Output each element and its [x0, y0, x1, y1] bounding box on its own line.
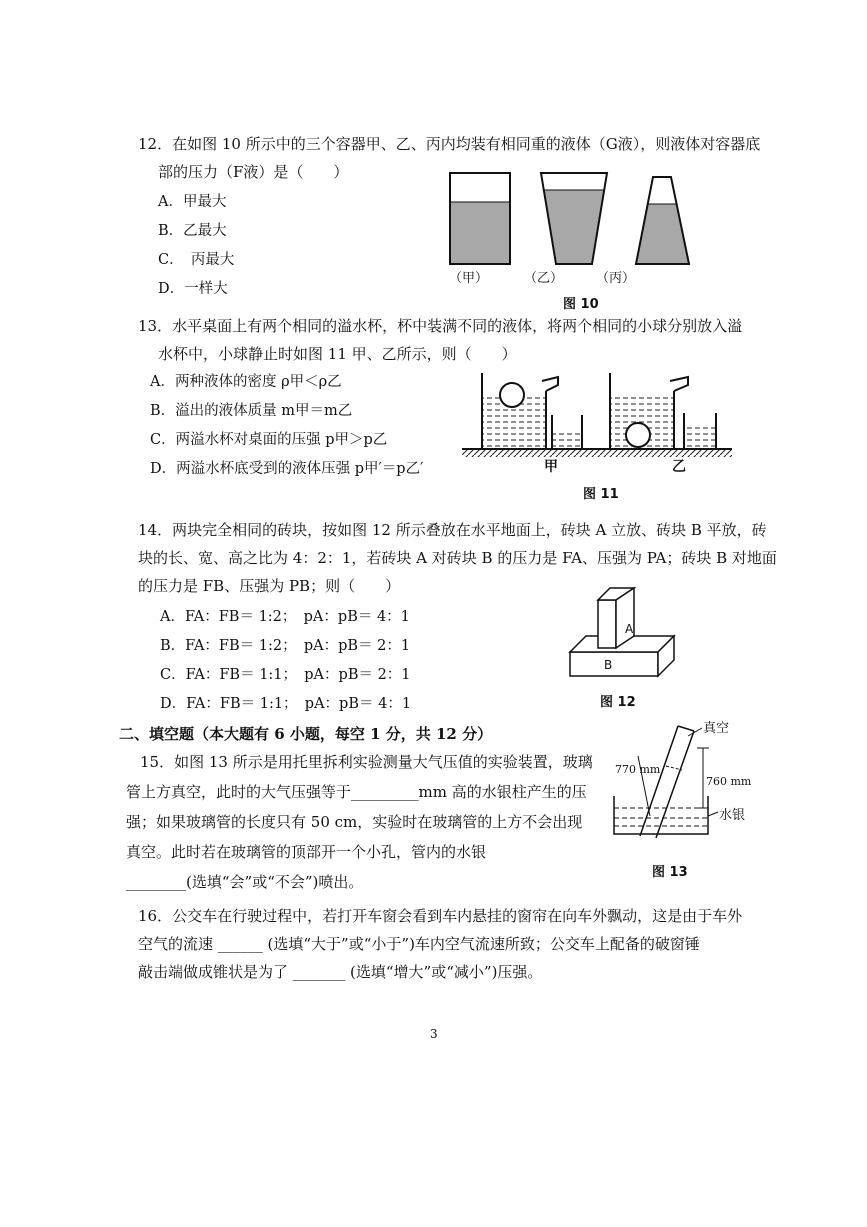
q12-option-d: D．一样大: [158, 281, 228, 297]
section-2-heading: 二、填空题（本大题有 6 小题，每空 1 分，共 12 分）: [119, 725, 493, 743]
figure-11-caption: 图 11: [583, 487, 619, 502]
q13-stem-line2: 水杯中，小球静止时如图 11 甲、乙所示，则（ ）: [158, 345, 517, 363]
q14-stem-line2: 块的长、宽、高之比为 4：2：1，若砖块 A 对砖块 B 的压力是 FA、压强为 PA；砖块 B 对地面: [138, 549, 777, 567]
q12-stem-line2: 部的压力（F液）是（ ）: [158, 163, 349, 181]
q13-option-d: D．两溢水杯底受到的液体压强 p甲′＝p乙′: [150, 461, 424, 477]
figure-12-bricks: [560, 578, 685, 683]
fig10-label-bing: （丙）: [596, 271, 636, 286]
q16-stem-line2: 空气的流速 ______ (选填“大于”或“小于”)车内空气流速所致；公交车上配备的破窗锤: [138, 935, 700, 953]
q14-option-c: C．FA：FB＝ 1:1； pA：pB＝ 2：1: [160, 667, 411, 683]
q12-option-a: A．甲最大: [158, 194, 227, 210]
figure-11-overflow-cups: [462, 365, 732, 465]
q15-stem-line5: ________(选填“会”或“不会”)喷出。: [126, 873, 364, 891]
q15-stem-line4: 真空。此时若在玻璃管的顶部开一个小孔，管内的水银: [126, 843, 487, 861]
q15-stem-line1: 15．如图 13 所示是用托里拆利实验测量大气压值的实验装置，玻璃: [140, 753, 593, 771]
q16-stem-line3: 敲击端做成锥状是为了 _______ (选填“增大”或“减小”)压强。: [138, 963, 543, 981]
figure-10-containers: [440, 168, 710, 273]
q16-stem-line1: 16．公交车在行驶过程中，若打开车窗会看到车内悬挂的窗帘在向车外飘动，这是由于车外: [138, 907, 743, 925]
q14-stem-line1: 14．两块完全相同的砖块，按如图 12 所示叠放在水平地面上，砖块 A 立放、砖块 B 平放，砖: [138, 521, 767, 539]
q14-option-b: B．FA：FB＝ 1:2； pA：pB＝ 2：1: [160, 638, 411, 654]
fig11-label-yi: 乙: [672, 459, 686, 475]
q14-stem-line3: 的压力是 FB、压强为 PB；则（ ）: [138, 577, 401, 595]
q14-option-d: D．FA：FB＝ 1:1； pA：pB＝ 4：1: [160, 696, 412, 712]
q14-option-a: A．FA：FB＝ 1:2； pA：pB＝ 4：1: [160, 609, 410, 625]
fig13-label-770mm: 770 mm: [615, 763, 661, 776]
q12-stem-line1: 12．在如图 10 所示中的三个容器甲、乙、丙内均装有相同重的液体（G液），则液体对容器底: [138, 135, 761, 153]
fig12-label-b: B: [604, 658, 613, 672]
q12-option-b: B．乙最大: [158, 223, 227, 239]
figure-13-caption: 图 13: [652, 865, 688, 880]
page-number: 3: [430, 1027, 438, 1041]
q15-stem-line2: 管上方真空，此时的大气压强等于_________mm 高的水银柱产生的压: [126, 783, 587, 801]
q13-stem-line1: 13．水平桌面上有两个相同的溢水杯，杯中装满不同的液体，将两个相同的小球分别放入溢: [138, 317, 743, 335]
fig12-label-a: A: [625, 622, 634, 636]
figure-12-caption: 图 12: [600, 695, 636, 710]
fig10-label-jia: （甲）: [449, 271, 489, 286]
fig11-label-jia: 甲: [544, 459, 558, 475]
fig13-label-760mm: 760 mm: [706, 775, 752, 788]
q12-option-c: C． 丙最大: [158, 252, 235, 268]
fig10-label-yi: （乙）: [524, 271, 564, 286]
q13-option-b: B．溢出的液体质量 m甲＝m乙: [150, 403, 353, 419]
fig13-label-vacuum: 真空: [703, 721, 730, 736]
q13-option-a: A．两种液体的密度 ρ甲＜ρ乙: [150, 374, 342, 390]
q13-option-c: C．两溢水杯对桌面的压强 p甲＞p乙: [150, 432, 388, 448]
fig13-label-mercury: 水银: [719, 808, 746, 823]
q15-stem-line3: 强；如果玻璃管的长度只有 50 cm，实验时在玻璃管的上方不会出现: [126, 813, 583, 831]
figure-10-caption: 图 10: [563, 297, 599, 312]
